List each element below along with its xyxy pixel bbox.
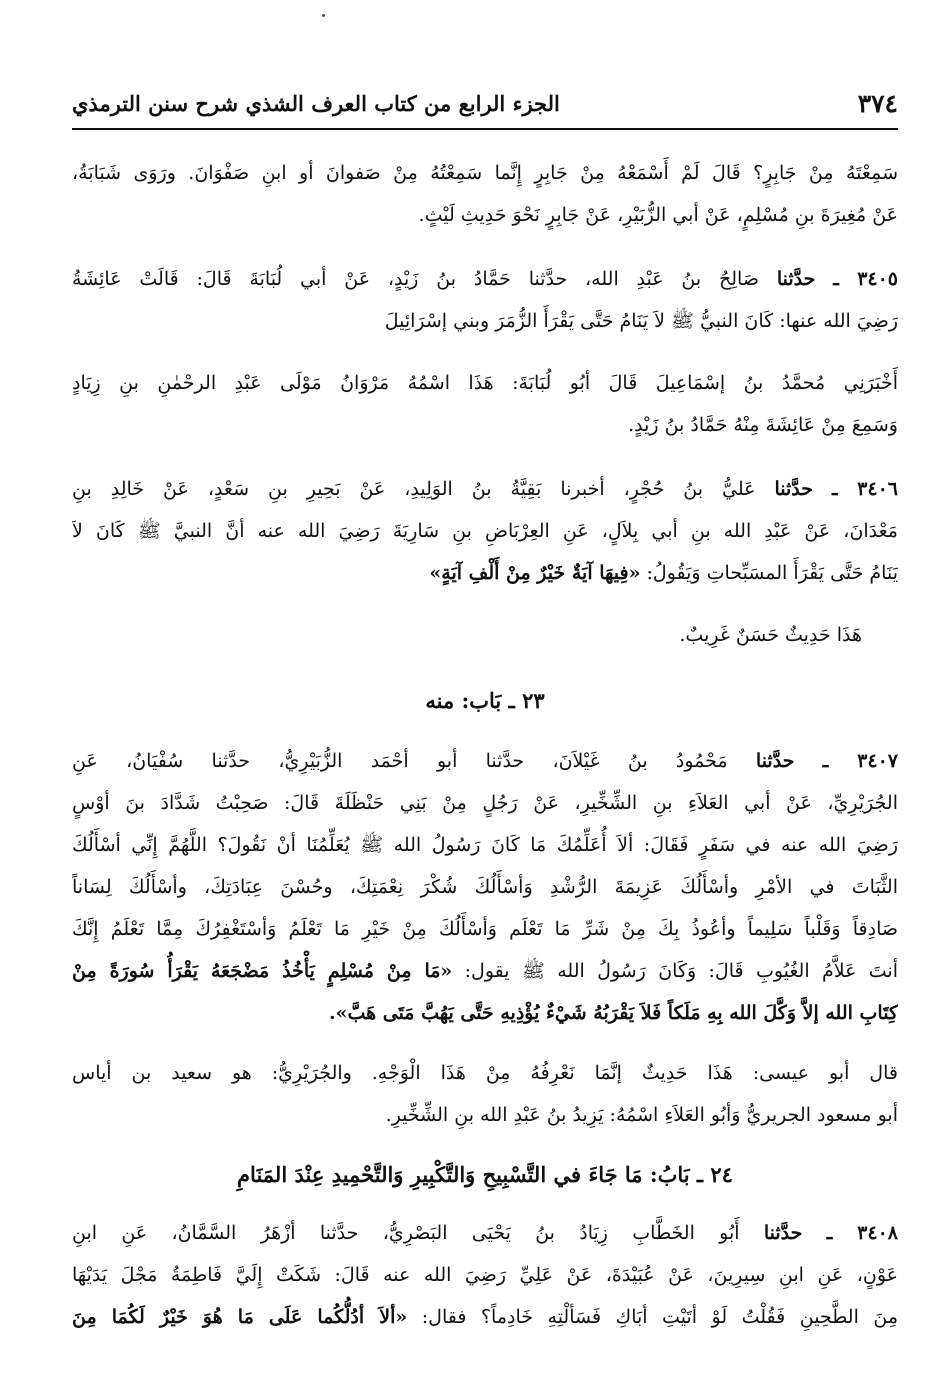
- running-title: الجزء الرابع من كتاب العرف الشذي شرح سنن الترمذي: [72, 90, 560, 116]
- prophetic-quote: «فِيهَا آيَةٌ خَيْرٌ مِنْ أَلْفِ آيَةٍ»: [429, 562, 641, 584]
- text-line: [72, 950, 898, 992]
- prophetic-quote: كِتَابِ الله إلاَّ وَكَّلَ الله بِهِ مَلَكاً فَلاَ يَقْرَبُهُ شَيْءٌ يُؤْذِيهِ حَتَّى يَهُبَّ مَتَى هَبَّ».: [328, 1002, 898, 1024]
- text-line: وَسَمِعَ مِنْ عَائِشَةَ مِنْهُ حَمَّادُ بنُ زَيْدٍ.: [628, 414, 898, 436]
- hadith-3408: [72, 1212, 898, 1338]
- note-3407: [72, 1052, 898, 1136]
- scan-dot: [322, 14, 325, 17]
- hadith-3406: [72, 468, 898, 594]
- hadith-number: ٣٤٠٥ ـ: [833, 268, 898, 290]
- haddathana-word: حدَّثنا: [774, 478, 814, 500]
- header-rule: [72, 128, 898, 130]
- text-line: [72, 1212, 898, 1254]
- text-line: رَضِيَ الله عنها: كَانَ النبيُّ ﷺ لاَ يَنَامُ حَتَّى يَقْرَأَ الزُّمَرَ وبني إسْرَائِيلَ: [384, 310, 898, 332]
- prophetic-quote: «ألاَ أدُلُّكُما عَلَى مَا هُوَ خَيْرٌ لَكُمَا مِنَ: [72, 1306, 408, 1328]
- hadith-3405: [72, 258, 898, 342]
- hadith-3407: [72, 740, 898, 1034]
- text-line: [72, 992, 898, 1034]
- text-line: [72, 740, 898, 782]
- text-line: [72, 1296, 898, 1338]
- note-3405: [72, 362, 898, 446]
- text-segment: مَحْمُودُ بنُ غَيْلاَنَ، حدَّثنا أبو أحْمَد الزُّبَيْرِيُّ، حدَّثنا سُفْيَانُ، عَنِ: [72, 750, 728, 772]
- page-header: [72, 86, 898, 120]
- text-segment: أَبُو الخَطَّابِ زِيَادُ بنُ يَحْيَى البَصْرِيُّ، حدَّثنا أزْهَرُ السَّمَّانُ، عَنِ ابنِ: [72, 1222, 740, 1244]
- haddathana-word: حدَّثنا: [763, 1222, 803, 1244]
- text-line: قال أبو عيسى: هَذَا حَدِيثٌ إنَّمَا نَعْرِفُهُ مِنْ هَذَا الْوَجْهِ. والجُرَيْرِيُّ: هو سعيد بن أياس: [72, 1062, 898, 1084]
- hadith-grade: هَذَا حَدِيثٌ حَسَنٌ غَرِيبٌ.: [679, 624, 862, 646]
- text-line: سَمِعْتَهُ مِنْ جَابِرٍ؟ قَالَ لَمْ أَسْمَعْهُ مِنْ جَابِرٍ إِنَّما سَمِعْتُهُ مِنْ صَفوانَ أو ابنِ صَفْوَانَ. ورَوَى شَبَابَةُ،: [72, 162, 898, 184]
- hadith-number: ٣٤٠٨ ـ: [826, 1222, 898, 1244]
- hadith-number: ٣٤٠٦ ـ: [832, 478, 898, 500]
- haddathana-word: حدَّثنا: [776, 268, 816, 290]
- text-line: [72, 258, 898, 300]
- text-segment: يَنَامُ حَتَّى يَقْرَأَ المسَبِّحاتِ وَيَقُولُ:: [646, 562, 898, 584]
- grade-3406: [72, 614, 898, 656]
- chapter-heading-24: ٢٤ ـ بَابُ: مَا جَاءَ في التَّسْبِيحِ وَالتَّكْبِيرِ وَالتَّحْمِيدِ عِنْدَ المَنَامِ: [237, 1162, 733, 1187]
- text-line: الثَّبَاتَ في الأمْرِ وأسْأَلُكَ عَزِيمَةَ الرُّشْدِ وَأسْأَلُكَ شُكْرَ نِعْمَتِكَ، وحُسْنَ عِبَادَتِكَ، وأسْأَلُكَ لِسَاناً: [72, 876, 898, 898]
- text-line: [72, 468, 898, 510]
- hadith-number: ٣٤٠٧ ـ: [822, 750, 898, 772]
- text-line: مَعْدَانَ، عَنْ عَبْدِ الله بنِ أبي بِلاَلٍ، عَنِ العِرْبَاضِ بنِ سَارِيَةَ رَضِيَ الله عنه أنَّ النبيَّ ﷺ كَانَ لاَ: [72, 520, 898, 542]
- text-line: صَادِقاً وَقَلْباً سَلِيماً وأعُوذُ بِكَ مِنْ شَرِّ مَا تَعْلَم وَأسْأَلُكَ مِنْ خَيْرِ مَا تَعْلَمُ وَأسْتَغْفِرُكَ مِمَّا تَعْلَمُ إِنَّكَ: [72, 918, 898, 940]
- text-segment: أنتَ عَلاَّمُ الغُيُوبِ قَالَ: وَكَانَ رَسُولُ الله ﷺ يقول:: [464, 960, 898, 982]
- text-line: [72, 552, 898, 594]
- text-line: رَضِيَ الله عنه في سَفَرٍ فَقَالَ: ألاَ أُعَلِّمُكَ مَا كَانَ رَسُولُ الله ﷺ يُعَلِّمُنَا أنْ نَقُولَ؟ اللَّهُمَّ إِنِّي أسْأَلُكَ: [72, 834, 898, 856]
- text-line: عَنْ مُغِيرَةَ بنِ مُسْلِمٍ، عَنْ أبي الزُّبَيْرِ، عَنْ جَابِرٍ نَحْوَ حَدِيثِ لَيْثٍ.: [418, 204, 898, 226]
- text-line: الجُرَيْرِيِّ، عَنْ أبي العَلاَءِ بنِ الشِّخِّيرِ، عَنْ رَجُلٍ مِنْ بَنِي حَنْظَلَةَ قَالَ: صَحِبْتُ شَدَّادَ بنَ أوْسٍ: [72, 792, 898, 814]
- text-line: أَخْبَرَنِي مُحمَّدُ بنُ إسْمَاعِيلَ قَالَ أبُو لُبَابَةَ: هَذَا اسْمُهُ مَرْوَانُ مَوْلَى عَبْدِ الرحْمٰنِ بنِ زِيَادٍ: [72, 372, 898, 394]
- haddathana-word: حدَّثنا: [755, 750, 795, 772]
- text-segment: صَالِحُ بنُ عَبْدِ الله، حدَّثنا حَمَّادُ بنُ زَيْدٍ، عَنْ أبي لُبَابَةَ قَالَ: قَالَتْ عَائِشَةُ: [72, 268, 759, 290]
- text-segment: عَليُّ بنُ حُجْرٍ، أخبرنا بَقِيَّةُ بنُ الوَلِيدِ، عَنْ بَحِيرِ بنِ سَعْدٍ، عَنْ خَالِدِ بنِ: [72, 478, 756, 500]
- text-line: عَوْنٍ، عَنِ ابنِ سِيرِينَ، عَنْ عُبَيْدَةَ، عَنْ عَلِيِّ رَضِيَ الله عنه قَالَ: شَكَتْ إِلَيَّ فَاطِمَةُ مَجْلَ يَدَيْهَا: [72, 1264, 898, 1286]
- text-segment: مِنَ الطَّحِينِ فَقُلْتُ لَوْ أتَيْتِ أبَاكِ فَسَألْتِهِ خَادِماً؟ فقال:: [421, 1306, 898, 1328]
- prophetic-quote: «مَا مِنْ مُسْلِمٍ يَأْخُذُ مَضْجَعَهُ يَقْرَأُ سُورَةً مِنْ: [72, 960, 453, 982]
- page-number: ٣٧٤: [857, 88, 898, 118]
- intro-paragraph: [72, 152, 898, 236]
- chapter-heading-23: ٢٣ ـ بَاب: منه: [425, 688, 545, 713]
- text-line: أبو مسعود الجريريُّ وَأبُو العَلاَءِ اسْمُهُ: يَزِيدُ بنُ عَبْدِ الله بنِ الشِّخِّيرِ.: [385, 1104, 898, 1126]
